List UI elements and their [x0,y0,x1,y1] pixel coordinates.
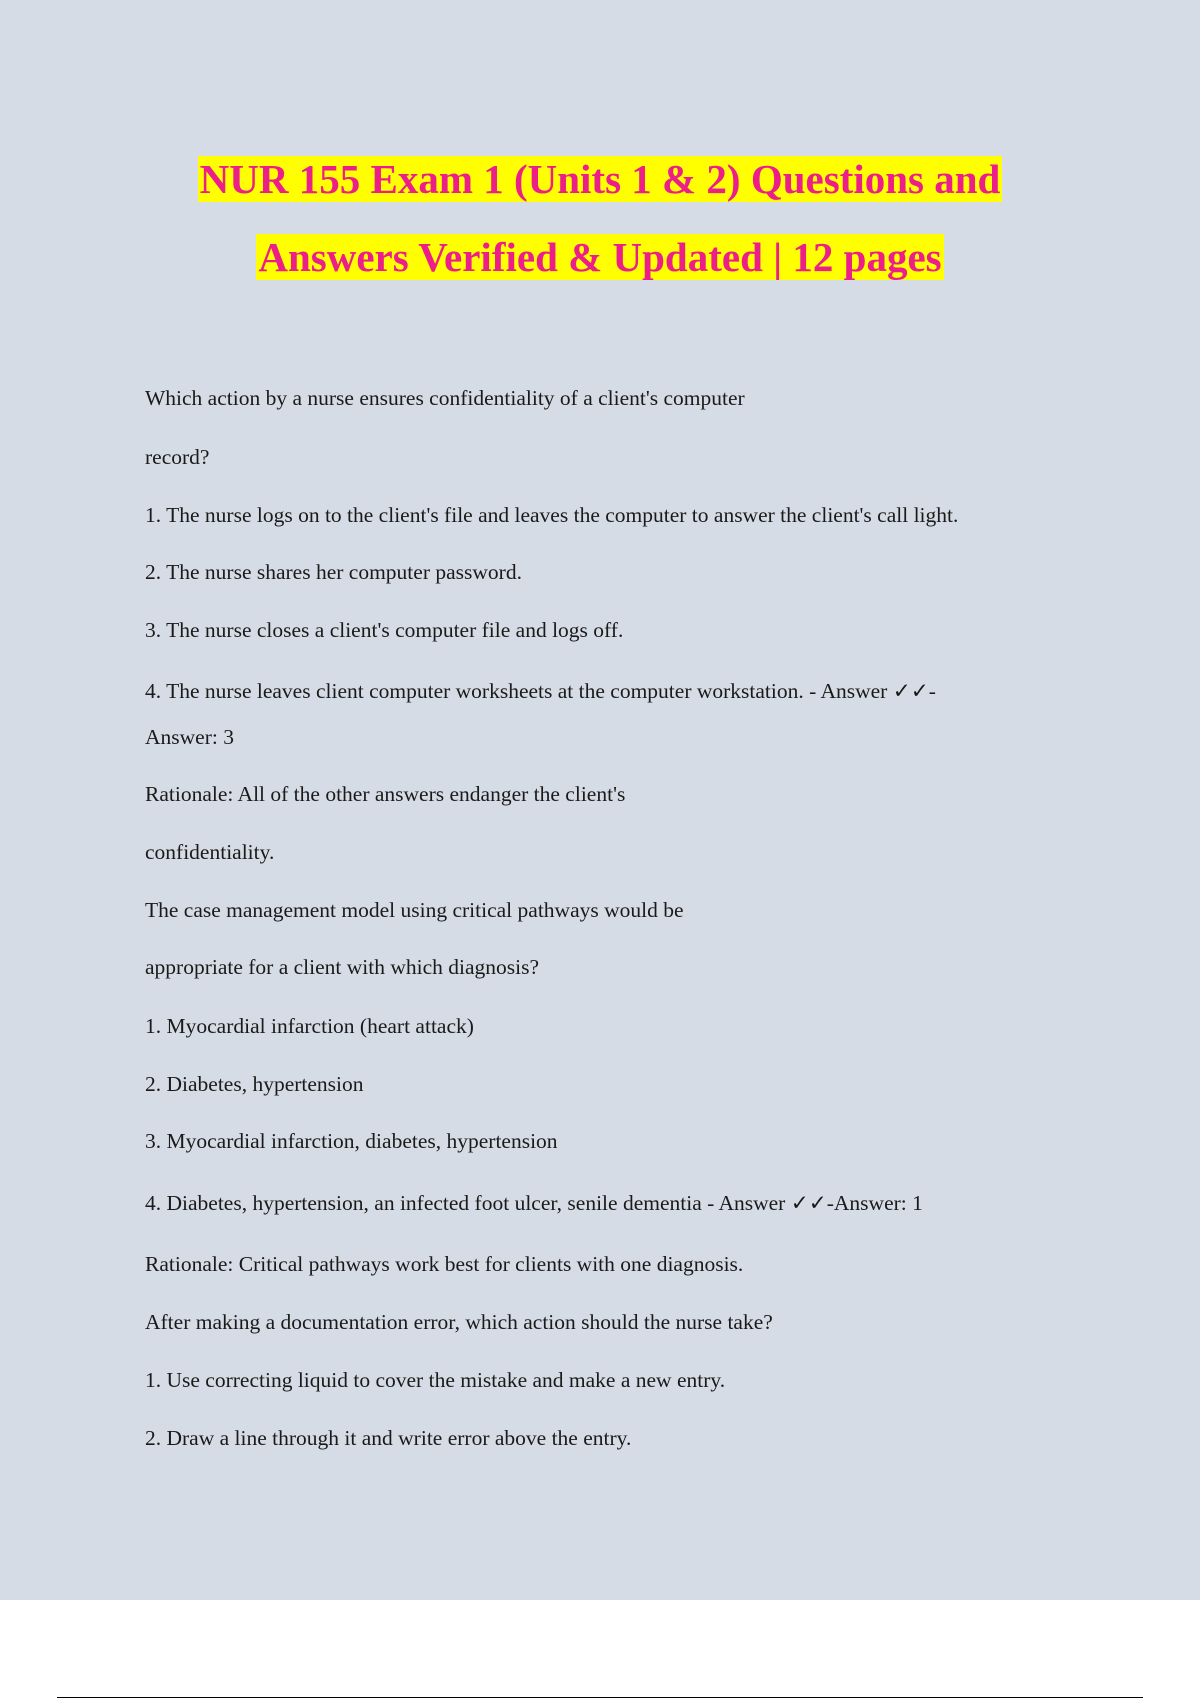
q1-option-2: 2. The nurse shares her computer password. [145,560,522,584]
q2-stem-line-1: The case management model using critical pathways would be [145,898,684,922]
q1-stem-line-1: Which action by a nurse ensures confidentiality of a client's computer [145,386,745,410]
title-line-1 [0,140,1200,218]
q1-option-4: 4. The nurse leaves client computer worksheets at the computer workstation. - Answer ✓✓- [145,679,936,703]
q2-rationale: Rationale: Critical pathways work best for clients with one diagnosis. [145,1252,744,1276]
q1-option-1: 1. The nurse logs on to the client's file and leaves the computer to answer the client's call light. [145,503,959,527]
q2-stem-line-2: appropriate for a client with which diagnosis? [145,955,540,979]
title-highlight-2: Answers Verified & Updated | 12 pages [258,234,942,280]
q3-option-2: 2. Draw a line through it and write error above the entry. [145,1426,632,1450]
document-title [0,140,1200,296]
title-highlight-1: NUR 155 Exam 1 (Units 1 & 2) Questions and [199,156,1001,202]
q2-option-2: 2. Diabetes, hypertension [145,1072,364,1096]
q1-option-3: 3. The nurse closes a client's computer file and logs off. [145,618,624,642]
q2-option-4: 4. Diabetes, hypertension, an infected foot ulcer, senile dementia - Answer ✓✓-Answer: 1 [145,1191,923,1215]
q3-option-1: 1. Use correcting liquid to cover the mistake and make a new entry. [145,1368,726,1392]
q1-rationale-line-1: Rationale: All of the other answers endanger the client's [145,782,626,806]
q2-option-3: 3. Myocardial infarction, diabetes, hypertension [145,1129,558,1153]
q2-option-1: 1. Myocardial infarction (heart attack) [145,1014,474,1038]
title-line-2 [0,218,1200,296]
q1-stem-line-2: record? [145,445,210,469]
q3-stem: After making a documentation error, which action should the nurse take? [145,1310,773,1334]
footer-divider [57,1697,1143,1698]
q1-answer: Answer: 3 [145,725,234,749]
q1-rationale-line-2: confidentiality. [145,840,275,864]
